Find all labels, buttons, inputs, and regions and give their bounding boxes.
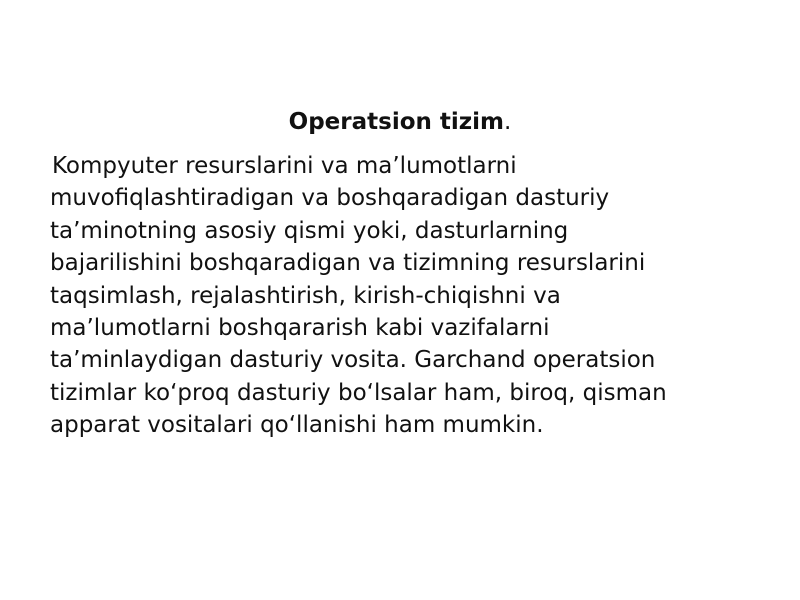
body-line: ta’minlaydigan dasturiy vosita. Garchand operatsion (50, 347, 656, 374)
slide-title-suffix: . (504, 109, 512, 135)
body-line: apparat vositalari qo‘llanishi ham mumkin. (50, 412, 544, 439)
body-line: taqsimlash, rejalashtirish, kirish-chiqishni va (50, 282, 561, 309)
body-line: muvofiqlashtiradigan va boshqaradigan dasturiy (50, 185, 610, 212)
body-line: ta’minotning asosiy qismi yoki, dasturlarning (50, 217, 569, 244)
slide-body (50, 150, 740, 442)
slide-title (0, 106, 800, 138)
body-line: ma’lumotlarni boshqararish kabi vazifalarni (50, 315, 550, 342)
slide-title-text: Operatsion tizim (288, 109, 505, 135)
body-line: tizimlar ko‘proq dasturiy bo‘lsalar ham, biroq, qisman (50, 379, 667, 406)
body-line: bajarilishini boshqaradigan va tizimning resurslarini (50, 250, 646, 277)
body-line: Kompyuter resurslarini va ma’lumotlarni (52, 153, 517, 179)
